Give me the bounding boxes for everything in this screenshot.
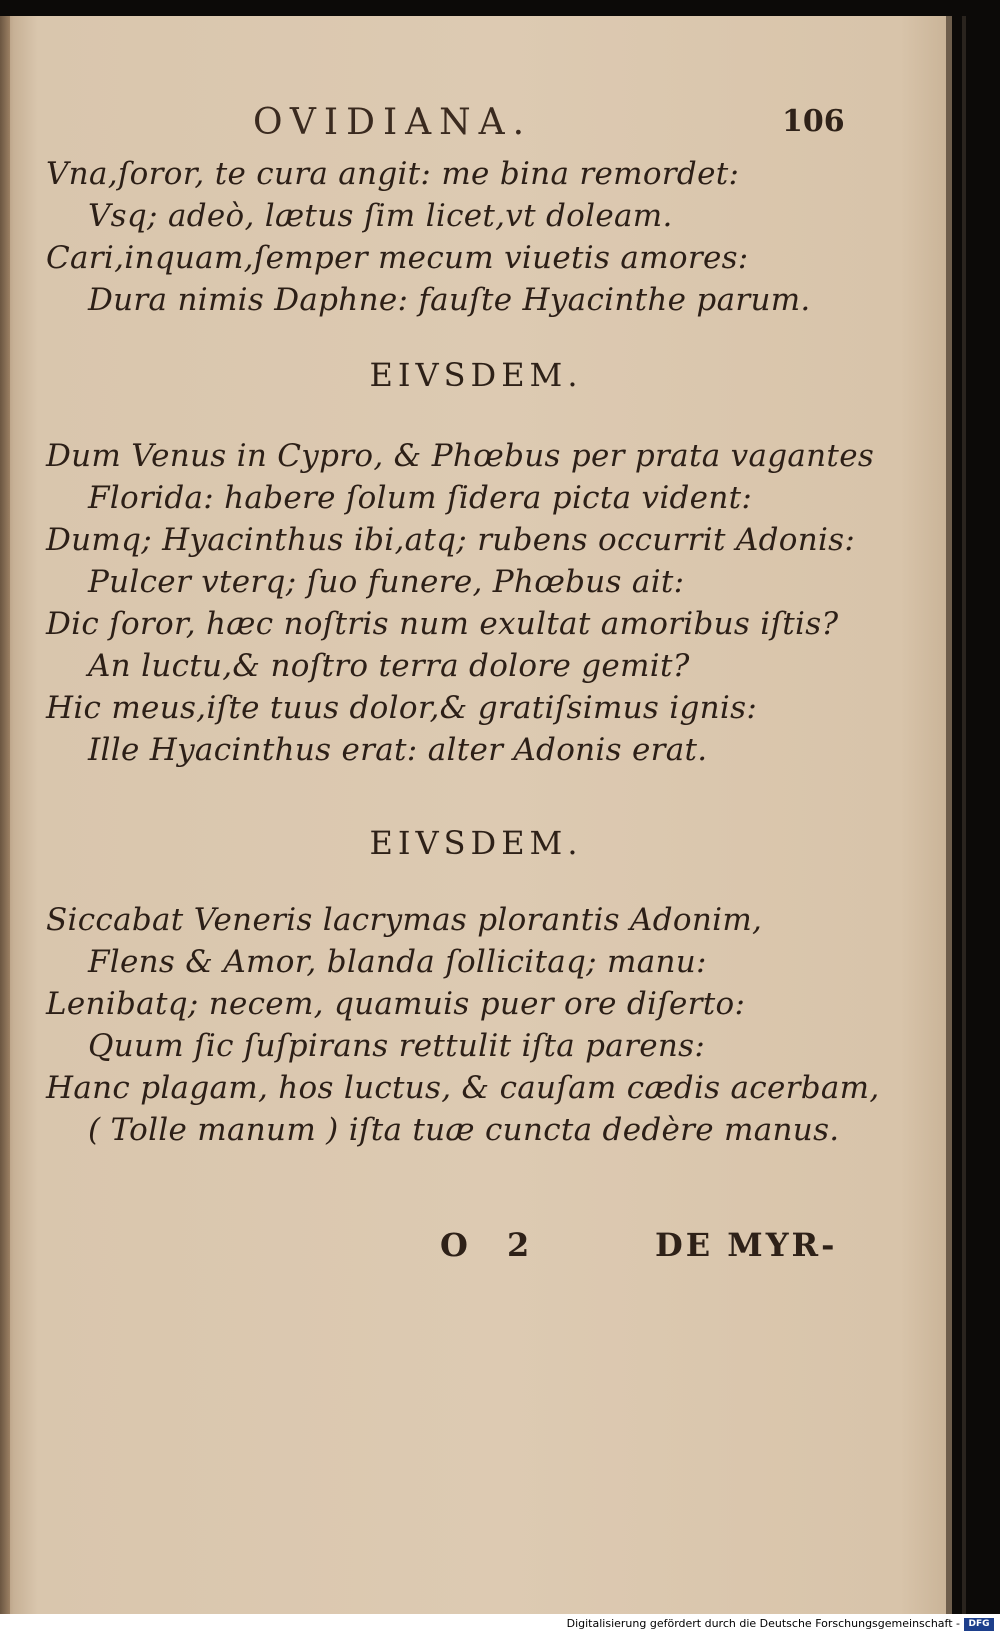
poem-heading: EIVSDEM. (369, 356, 583, 394)
page-header (0, 90, 952, 150)
credit-text: Digitalisierung gefördert durch die Deutsche Forschungsgemeinschaft - (566, 1617, 960, 1630)
verse-line: Cari,inquam,ſemper mecum viuetis amores: (46, 240, 749, 276)
verse-line: Hic meus,iſte tuus dolor,& gratiſsimus ignis: (46, 690, 758, 726)
running-title: OVIDIANA. (253, 102, 533, 143)
credit-bar (0, 1614, 1000, 1636)
verse-line: ( Tolle manum ) iſta tuæ cuncta dedère manus. (88, 1112, 840, 1148)
verse-line: Ille Hyacinthus erat: alter Adonis erat. (88, 732, 708, 768)
verse-line: Siccabat Veneris lacrymas plorantis Adonim, (46, 902, 763, 938)
signature-mark: O 2 (440, 1226, 544, 1264)
book-page (0, 16, 952, 1614)
page-edge (962, 16, 966, 1614)
catchword: DE MYR- (655, 1226, 838, 1264)
verse-line: Lenibatq; necem, quamuis puer ore diſerto: (46, 986, 746, 1022)
verse-line: An luctu,& noſtro terra dolore gemit? (88, 648, 690, 684)
verse-line: Vna,ſoror, te cura angit: me bina remordet: (46, 156, 740, 192)
page-gutter (0, 16, 10, 1614)
verse-line: Vsq; adeò, lætus ſim licet,vt doleam. (88, 198, 673, 234)
folio-number: 106 (782, 104, 845, 139)
verse-line: Dum Venus in Cypro, & Phœbus per prata vagantes (46, 438, 875, 474)
verse-line: Florida: habere ſolum ſidera picta vident: (88, 480, 753, 516)
verse-line: Quum ſic ſuſpirans rettulit iſta parens: (88, 1028, 706, 1064)
page-footer (0, 1226, 952, 1276)
verse-line: Flens & Amor, blanda ſollicitaq; manu: (88, 944, 707, 980)
verse-line: Dic ſoror, hæc noſtris num exultat amoribus iſtis? (46, 606, 839, 642)
dfg-logo-icon: DFG (964, 1618, 994, 1631)
verse-line: Pulcer vterq; ſuo funere, Phœbus ait: (88, 564, 685, 600)
verse-line: Dura nimis Daphne: fauſte Hyacinthe parum. (88, 282, 811, 318)
verse-line: Hanc plagam, hos luctus, & cauſam cædis acerbam, (46, 1070, 880, 1106)
verse-line: Dumq; Hyacinthus ibi,atq; rubens occurrit Adonis: (46, 522, 856, 558)
poem-heading: EIVSDEM. (369, 824, 583, 862)
